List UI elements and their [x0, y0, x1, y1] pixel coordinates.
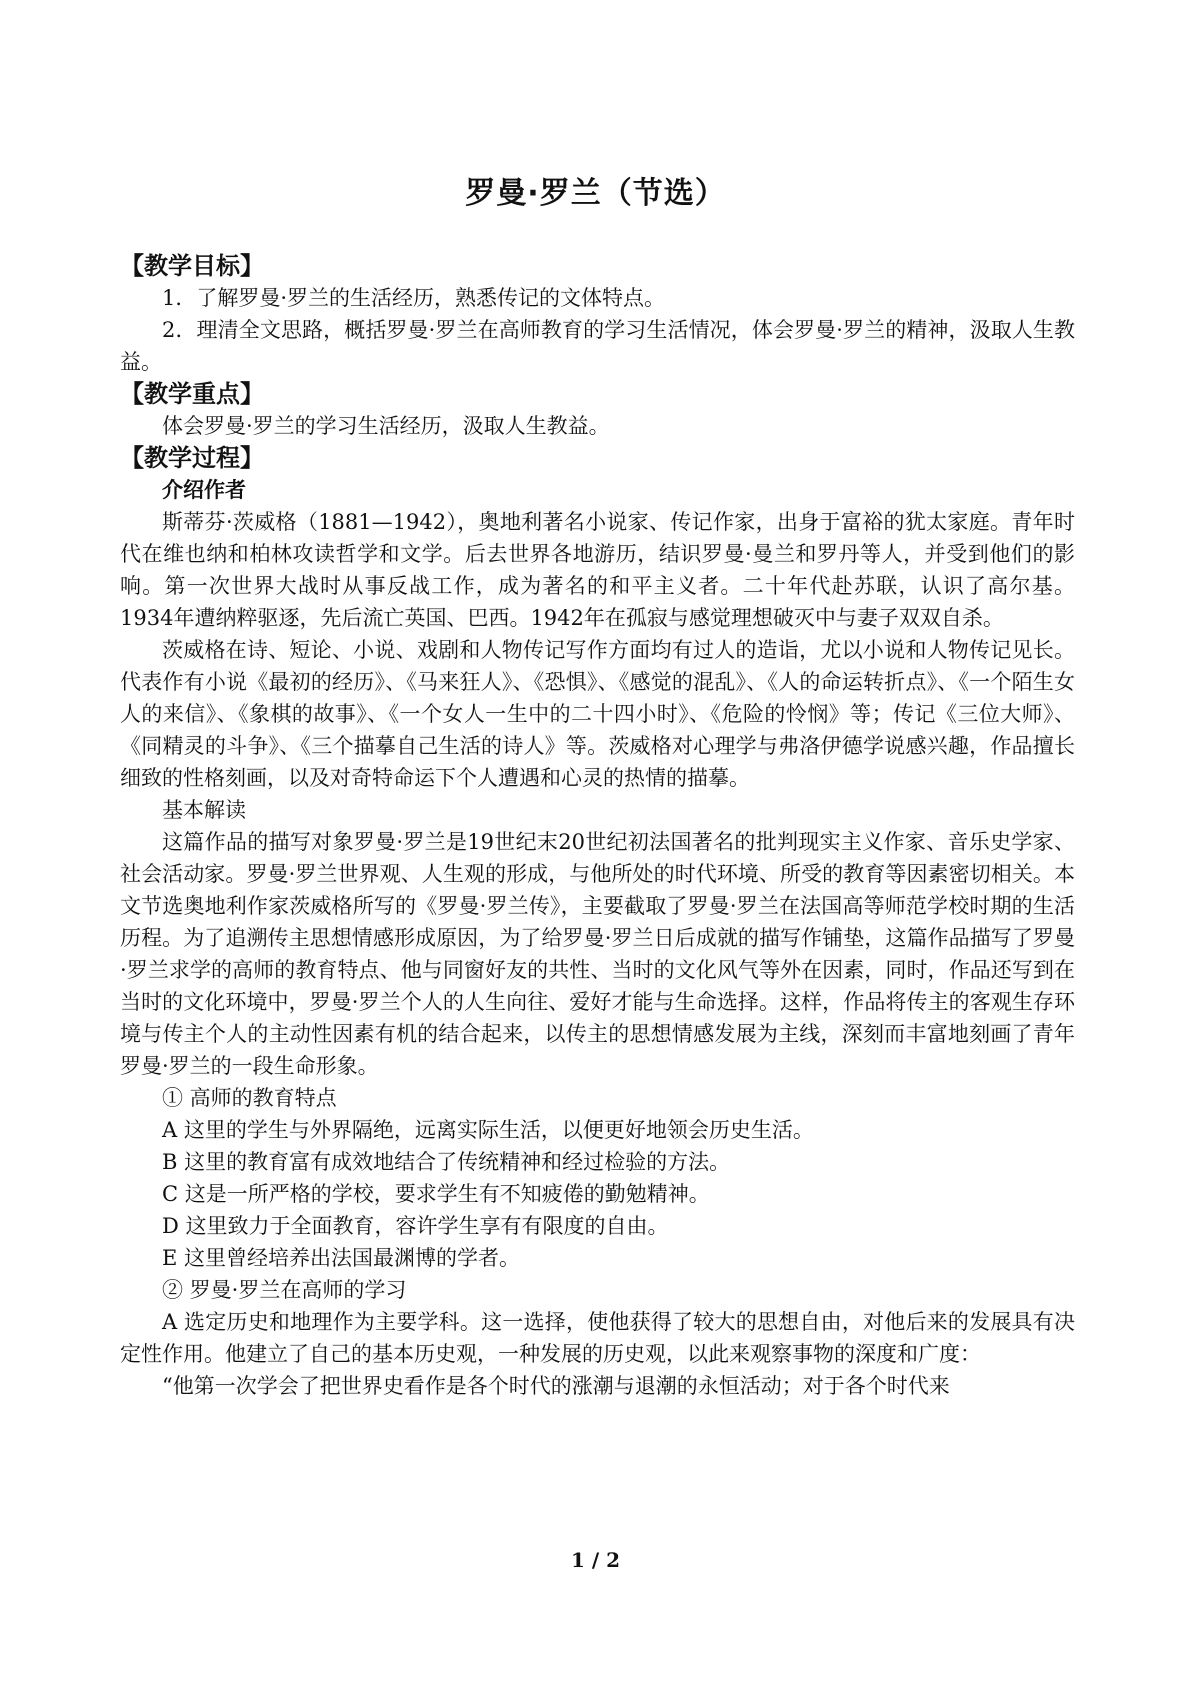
education-feature-item: C 这是一所严格的学校，要求学生有不知疲倦的勤勉精神。 — [162, 1182, 710, 1206]
author-paragraph-1: 斯蒂芬·茨威格（1881—1942），奥地利著名小说家、传记作家，出身于富裕的犹太家庭。青年时代在维也纳和柏林攻读哲学和文学。后去世界各地游历，结识罗曼·曼兰和罗丹等人，并受到他们的影响。第一次世界大战时从事反战工作，成为著名的和平主义者。二十年代赴苏联，认识了高尔基。1934年遭纳粹驱逐，先后流亡英国、巴西。1942年在孤寂与感觉理想破灭中与妻子双双自杀。 — [120, 510, 1075, 630]
objective-item-2: 2．理清全文思路，概括罗曼·罗兰在高师教育的学习生活情况，体会罗曼·罗兰的精神，汲取人生教益。 — [120, 318, 1075, 374]
reading-paragraph: 这篇作品的描写对象罗曼·罗兰是19世纪末20世纪初法国著名的批判现实主义作家、音乐史学家、社会活动家。罗曼·罗兰世界观、人生观的形成，与他所处的时代环境、所受的教育等因素密切相关。本文节选奥地利作家茨威格所写的《罗曼·罗兰传》，主要截取了罗曼·罗兰在法国高等师范学校时期的生活历程。为了追溯传主思想情感形成原因，为了给罗曼·罗兰日后成就的描写作铺垫，这篇作品描写了罗曼·罗兰求学的高师的教育特点、他与同窗好友的共性、当时的文化风气等外在因素，同时，作品还写到在当时的文化环境中，罗曼·罗兰个人的人生向往、爱好才能与生命选择。这样，作品将传主的客观生存环境与传主个人的主动性因素有机的结合起来，以传主的思想情感发展为主线，深刻而丰富地刻画了青年罗曼·罗兰的一段生命形象。 — [120, 830, 1075, 1078]
education-features-heading: ① 高师的教育特点 — [162, 1086, 337, 1110]
author-intro-subheading: 介绍作者 — [162, 478, 246, 502]
study-heading: ② 罗曼·罗兰在高师的学习 — [162, 1278, 407, 1302]
key-point-text: 体会罗曼·罗兰的学习生活经历，汲取人生教益。 — [162, 414, 610, 438]
process-heading: 【教学过程】 — [120, 444, 264, 472]
objective-item-1: 1．了解罗曼·罗兰的生活经历，熟悉传记的文体特点。 — [162, 286, 666, 310]
page-title: 罗曼·罗兰（节选） — [465, 176, 726, 211]
reading-subheading: 基本解读 — [162, 798, 246, 822]
document-body — [120, 250, 1075, 1402]
quote-paragraph: “他第一次学会了把世界史看作是各个时代的涨潮与退潮的永恒活动；对于各个时代来 — [162, 1374, 950, 1398]
key-points-heading: 【教学重点】 — [120, 380, 264, 408]
author-paragraph-2: 茨威格在诗、短论、小说、戏剧和人物传记写作方面均有过人的造诣，尤以小说和人物传记见长。代表作有小说《最初的经历》、《马来狂人》、《恐惧》、《感觉的混乱》、《人的命运转折点》、《一个陌生女人的来信》、《象棋的故事》、《一个女人一生中的二十四小时》、《危险的怜悯》等；传记《三位大师》、《同精灵的斗争》、《三个描摹自己生活的诗人》等。茨威格对心理学与弗洛伊德学说感兴趣，作品擅长细致的性格刻画，以及对奇特命运下个人遭遇和心灵的热情的描摹。 — [120, 638, 1075, 790]
education-feature-item: B 这里的教育富有成效地结合了传统精神和经过检验的方法。 — [162, 1150, 731, 1174]
education-feature-item: A 这里的学生与外界隔绝，远离实际生活，以便更好地领会历史生活。 — [162, 1118, 814, 1142]
study-paragraph-a: A 选定历史和地理作为主要学科。这一选择，使他获得了较大的思想自由，对他后来的发展具有决定性作用。他建立了自己的基本历史观，一种发展的历史观，以此来观察事物的深度和广度： — [120, 1310, 1075, 1366]
education-feature-item: E 这里曾经培养出法国最渊博的学者。 — [162, 1246, 521, 1270]
objectives-heading: 【教学目标】 — [120, 252, 264, 280]
education-feature-item: D 这里致力于全面教育，容许学生享有有限度的自由。 — [162, 1214, 669, 1238]
page-number: 1 / 2 — [570, 1548, 621, 1572]
